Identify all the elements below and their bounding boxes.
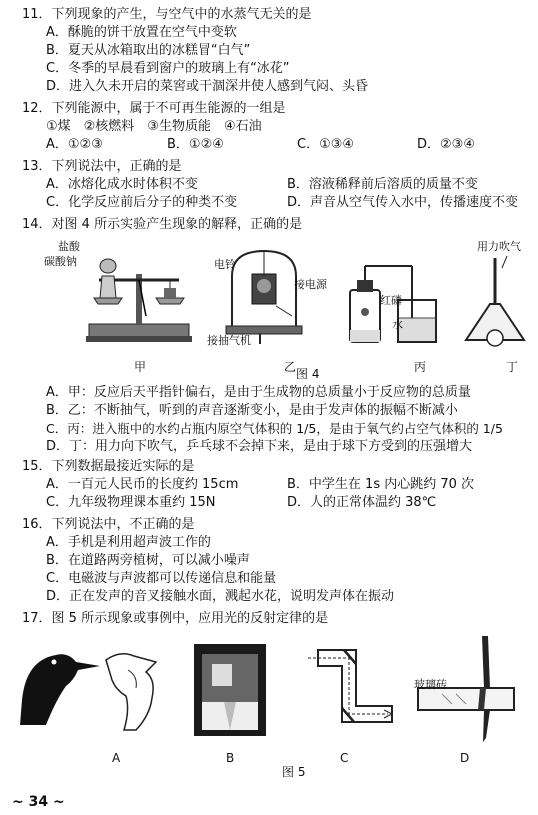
option-c: C．九年级物理课本重约 15N [46,495,216,510]
option-c: C．丙：进入瓶中的水约占瓶内原空气体积的 1/5，是由于氧气约占空气体积的 1/5 [46,421,503,436]
question-stem: 11．下列现象的产生，与空气中的水蒸气无关的是 [22,7,312,22]
label-yi: 乙 [284,360,297,374]
option-b: B．乙：不断抽气，听到的声音逐渐变小，是由于发声体的振幅不断减小 [46,403,458,418]
option-a: A．甲：反应后天平指针偏右，是由于生成物的总质量小于反应物的总质量 [46,385,471,400]
option-c: C．冬季的早晨看到窗户的玻璃上有“冰花” [46,61,290,76]
option-c: C．①③④ [297,137,355,152]
question-15 [22,458,532,510]
option-a: A．酥脆的饼干放置在空气中变软 [46,25,237,40]
option-a: A．一百元人民币的长度约 15cm [46,477,239,492]
label-c: C [340,751,349,765]
hand-shadow-image [16,640,176,735]
label-b: B [226,751,235,765]
periscope-image [308,646,398,738]
question-16 [22,516,532,604]
question-13 [22,158,532,210]
option-b: B．夏天从冰箱取出的冰糕冒“白气” [46,43,251,58]
option-d: D．②③④ [417,137,475,152]
option-d: D．人的正常体温约 38℃ [287,495,437,510]
label-power: 接电源 [294,278,327,291]
option-b: B．在道路两旁植树，可以减小噪声 [46,553,250,568]
label-d: D [460,751,470,765]
label-hydrochloric-acid: 盐酸 [58,240,80,253]
question-14 [22,216,532,233]
question-stem: 13．下列说法中，正确的是 [22,159,182,174]
option-d: D．正在发声的音叉接触水面，溅起水花，说明发声体在振动 [46,589,395,604]
label-a: A [112,751,121,765]
question-stem: 16．下列说法中，不正确的是 [22,517,195,532]
label-sodium-carbonate: 碳酸钠 [44,255,77,268]
question-stem: 12．下列能源中，属于不可再生能源的一组是 [22,101,286,116]
question-12 [22,100,532,152]
label-ding: 丁 [506,360,519,374]
option-a: A．手机是利用超声波工作的 [46,535,211,550]
photo-b-image [194,644,266,736]
figure-5-caption: 图 5 [282,765,306,779]
page-number: ~ 34 ~ [12,794,65,810]
figure-4-caption: 图 4 [296,367,320,381]
option-d: D．进入久未开启的菜窖或干涸深井使人感到气闷、头昏 [46,79,369,94]
question-stem: 15．下列数据最接近实际的是 [22,459,195,474]
label-water: 水 [392,318,403,331]
label-bing: 丙 [414,360,427,374]
label-jia: 甲 [134,360,147,374]
label-blow: 用力吹气 [477,240,521,253]
label-glass-brick: 玻璃砖 [414,678,447,691]
option-a: A．①②③ [46,137,103,152]
label-bell: 电铃 [214,258,236,271]
option-b: B．①②④ [167,137,224,152]
option-b: B．中学生在 1s 内心跳约 70 次 [287,477,475,492]
energy-items: ①煤 ②核燃料 ③生物质能 ④石油 [46,119,262,134]
option-c: C．电磁波与声波都可以传递信息和能量 [46,571,277,586]
question-17 [22,610,532,627]
figure-5 [14,632,530,782]
option-a: A．冰熔化成水时体积不变 [46,177,198,192]
question-11 [22,6,532,94]
label-vacuum-pump: 接抽气机 [207,334,251,347]
funnel-apparatus [462,254,528,350]
question-stem: 17．图 5 所示现象或事例中，应用光的反射定律的是 [22,611,329,626]
figure-4 [22,236,530,381]
balance-apparatus [84,246,194,346]
question-stem: 14．对图 4 所示实验产生现象的解释，正确的是 [22,217,303,232]
option-c: C．化学反应前后分子的种类不变 [46,195,238,210]
option-d: D．声音从空气传入水中，传播速度不变 [287,195,519,210]
option-d: D．丁：用力向下吹气，乒乓球不会掉下来，是由于球下方受到的压强增大 [46,439,473,454]
label-red-phosphorus: 红磷 [380,294,402,307]
option-b: B．溶液稀释前后溶质的质量不变 [287,177,478,192]
